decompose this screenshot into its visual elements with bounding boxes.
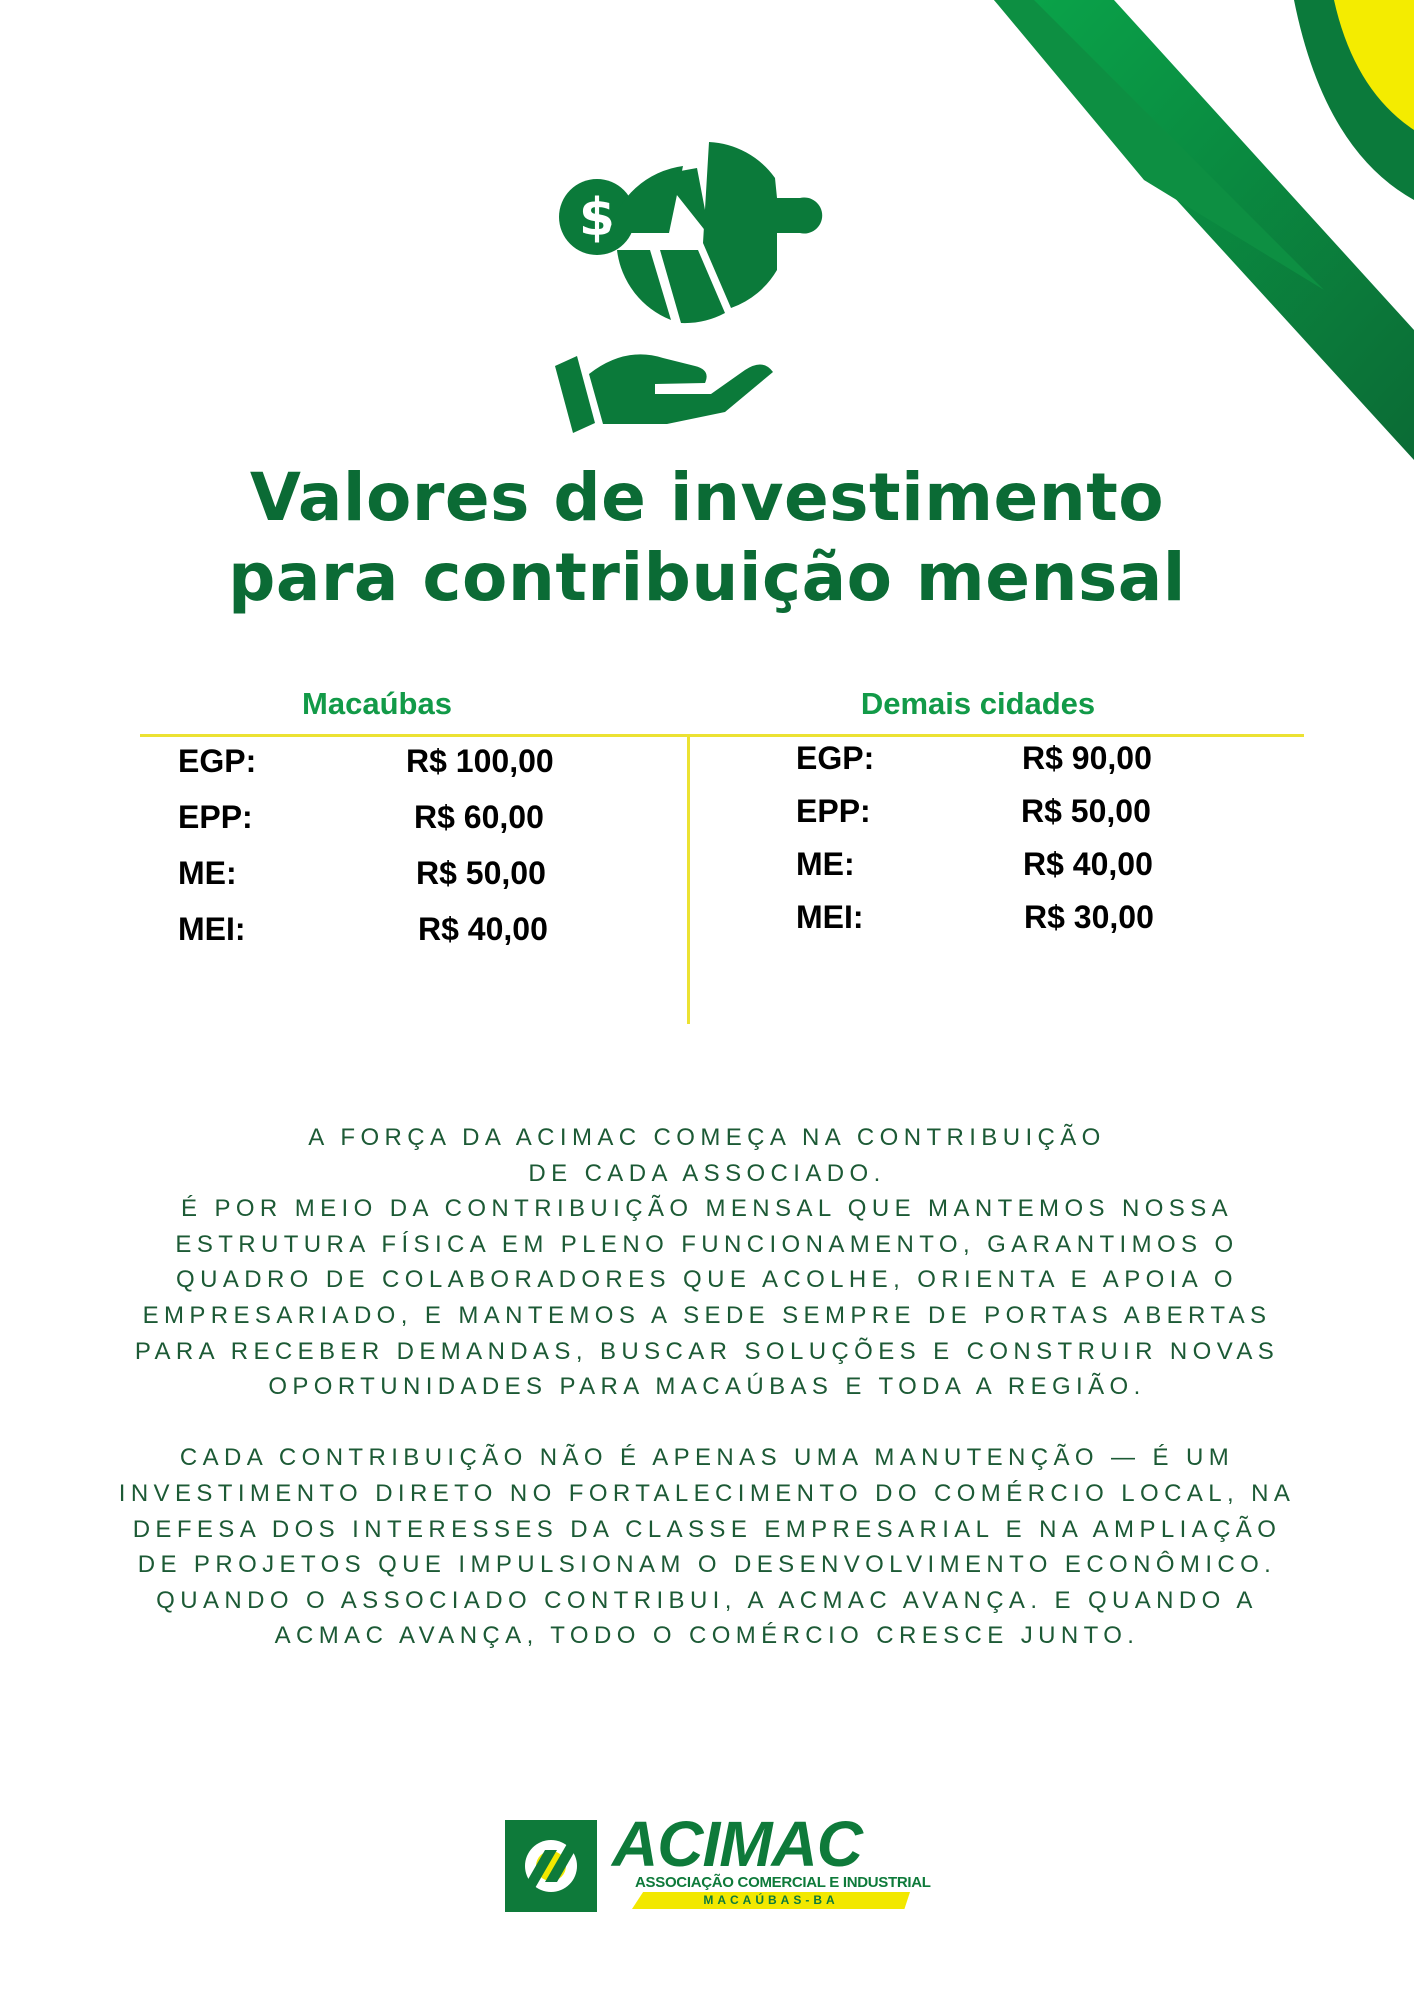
title-line-2: para contribuição mensal xyxy=(228,539,1186,616)
price-value: R$ 30,00 xyxy=(1024,899,1154,935)
price-label: ME: xyxy=(178,855,237,891)
paragraph-spacer xyxy=(112,1405,1302,1441)
table-divider-horizontal xyxy=(140,734,1304,737)
price-label: EGP: xyxy=(796,740,875,776)
price-label: MEI: xyxy=(796,899,864,935)
svg-text:$: $ xyxy=(578,188,616,248)
acimac-logo xyxy=(505,1808,931,1915)
acimac-logo-icon xyxy=(505,1820,597,1912)
price-value: R$ 50,00 xyxy=(416,855,546,891)
paragraph: QUANDO O ASSOCIADO CONTRIBUI, A ACMAC AVANÇA. E QUANDO A ACMAC AVANÇA, TODO O COMÉRCIO CRESCE JUNTO. xyxy=(156,1586,1258,1650)
body-text xyxy=(112,1120,1302,1654)
logo-city: MACAÚBAS-BA xyxy=(703,1893,839,1907)
paragraph: CADA CONTRIBUIÇÃO NÃO É APENAS UMA MANUTENÇÃO — É UM INVESTIMENTO DIRETO NO FORTALECIMENTO DO COMÉRCIO LOCAL, NA DEFESA DOS INTERESSES DA CLASSE EMPRESARIAL E NA AMPLIAÇÃO DE PROJETOS QUE IMPULSIONAM O DESENVOLVIMENTO ECONÔMICO. xyxy=(118,1444,1296,1579)
column-heading-macaubas: Macaúbas xyxy=(302,686,452,721)
price-value: R$ 60,00 xyxy=(414,799,544,835)
page-title xyxy=(0,458,1414,618)
paragraph: DE CADA ASSOCIADO. xyxy=(528,1159,886,1187)
logo-wordmark: ACIMAC xyxy=(612,1808,862,1880)
price-value: R$ 100,00 xyxy=(406,743,554,779)
price-label: EPP: xyxy=(178,799,253,835)
price-label: EPP: xyxy=(796,793,871,829)
paragraph: A FORÇA DA ACIMAC COMEÇA NA CONTRIBUIÇÃO xyxy=(308,1124,1106,1151)
price-value: R$ 90,00 xyxy=(1022,740,1152,776)
corner-decoration xyxy=(994,0,1414,460)
price-value: R$ 40,00 xyxy=(418,911,548,947)
price-label: EGP: xyxy=(178,743,257,779)
column-heading-demais-cidades: Demais cidades xyxy=(860,686,1096,721)
investment-hand-icon xyxy=(555,138,860,433)
table-divider-vertical xyxy=(687,736,690,1024)
price-value: R$ 50,00 xyxy=(1021,793,1151,829)
price-label: MEI: xyxy=(178,911,246,947)
title-line-1: Valores de investimento xyxy=(249,459,1165,536)
price-value: R$ 40,00 xyxy=(1023,846,1153,882)
price-label: ME: xyxy=(796,846,855,882)
logo-subtitle: ASSOCIAÇÃO COMERCIAL E INDUSTRIAL xyxy=(635,1874,931,1891)
paragraph: É POR MEIO DA CONTRIBUIÇÃO MENSAL QUE MANTEMOS NOSSA ESTRUTURA FÍSICA EM PLENO FUNCIONAMENTO, GARANTIMOS O QUADRO DE COLABORADORES QUE ACOLHE, ORIENTA E APOIA O EMPRESARIADO, E MANTEMOS A SEDE SEMPRE DE PORTAS ABERTAS PARA RECEBER DEMANDAS, BUSCAR SOLUÇÕES E CONSTRUIR NOVAS OPORTUNIDADES PARA MACAÚBAS E TODA A REGIÃO. xyxy=(134,1195,1280,1401)
